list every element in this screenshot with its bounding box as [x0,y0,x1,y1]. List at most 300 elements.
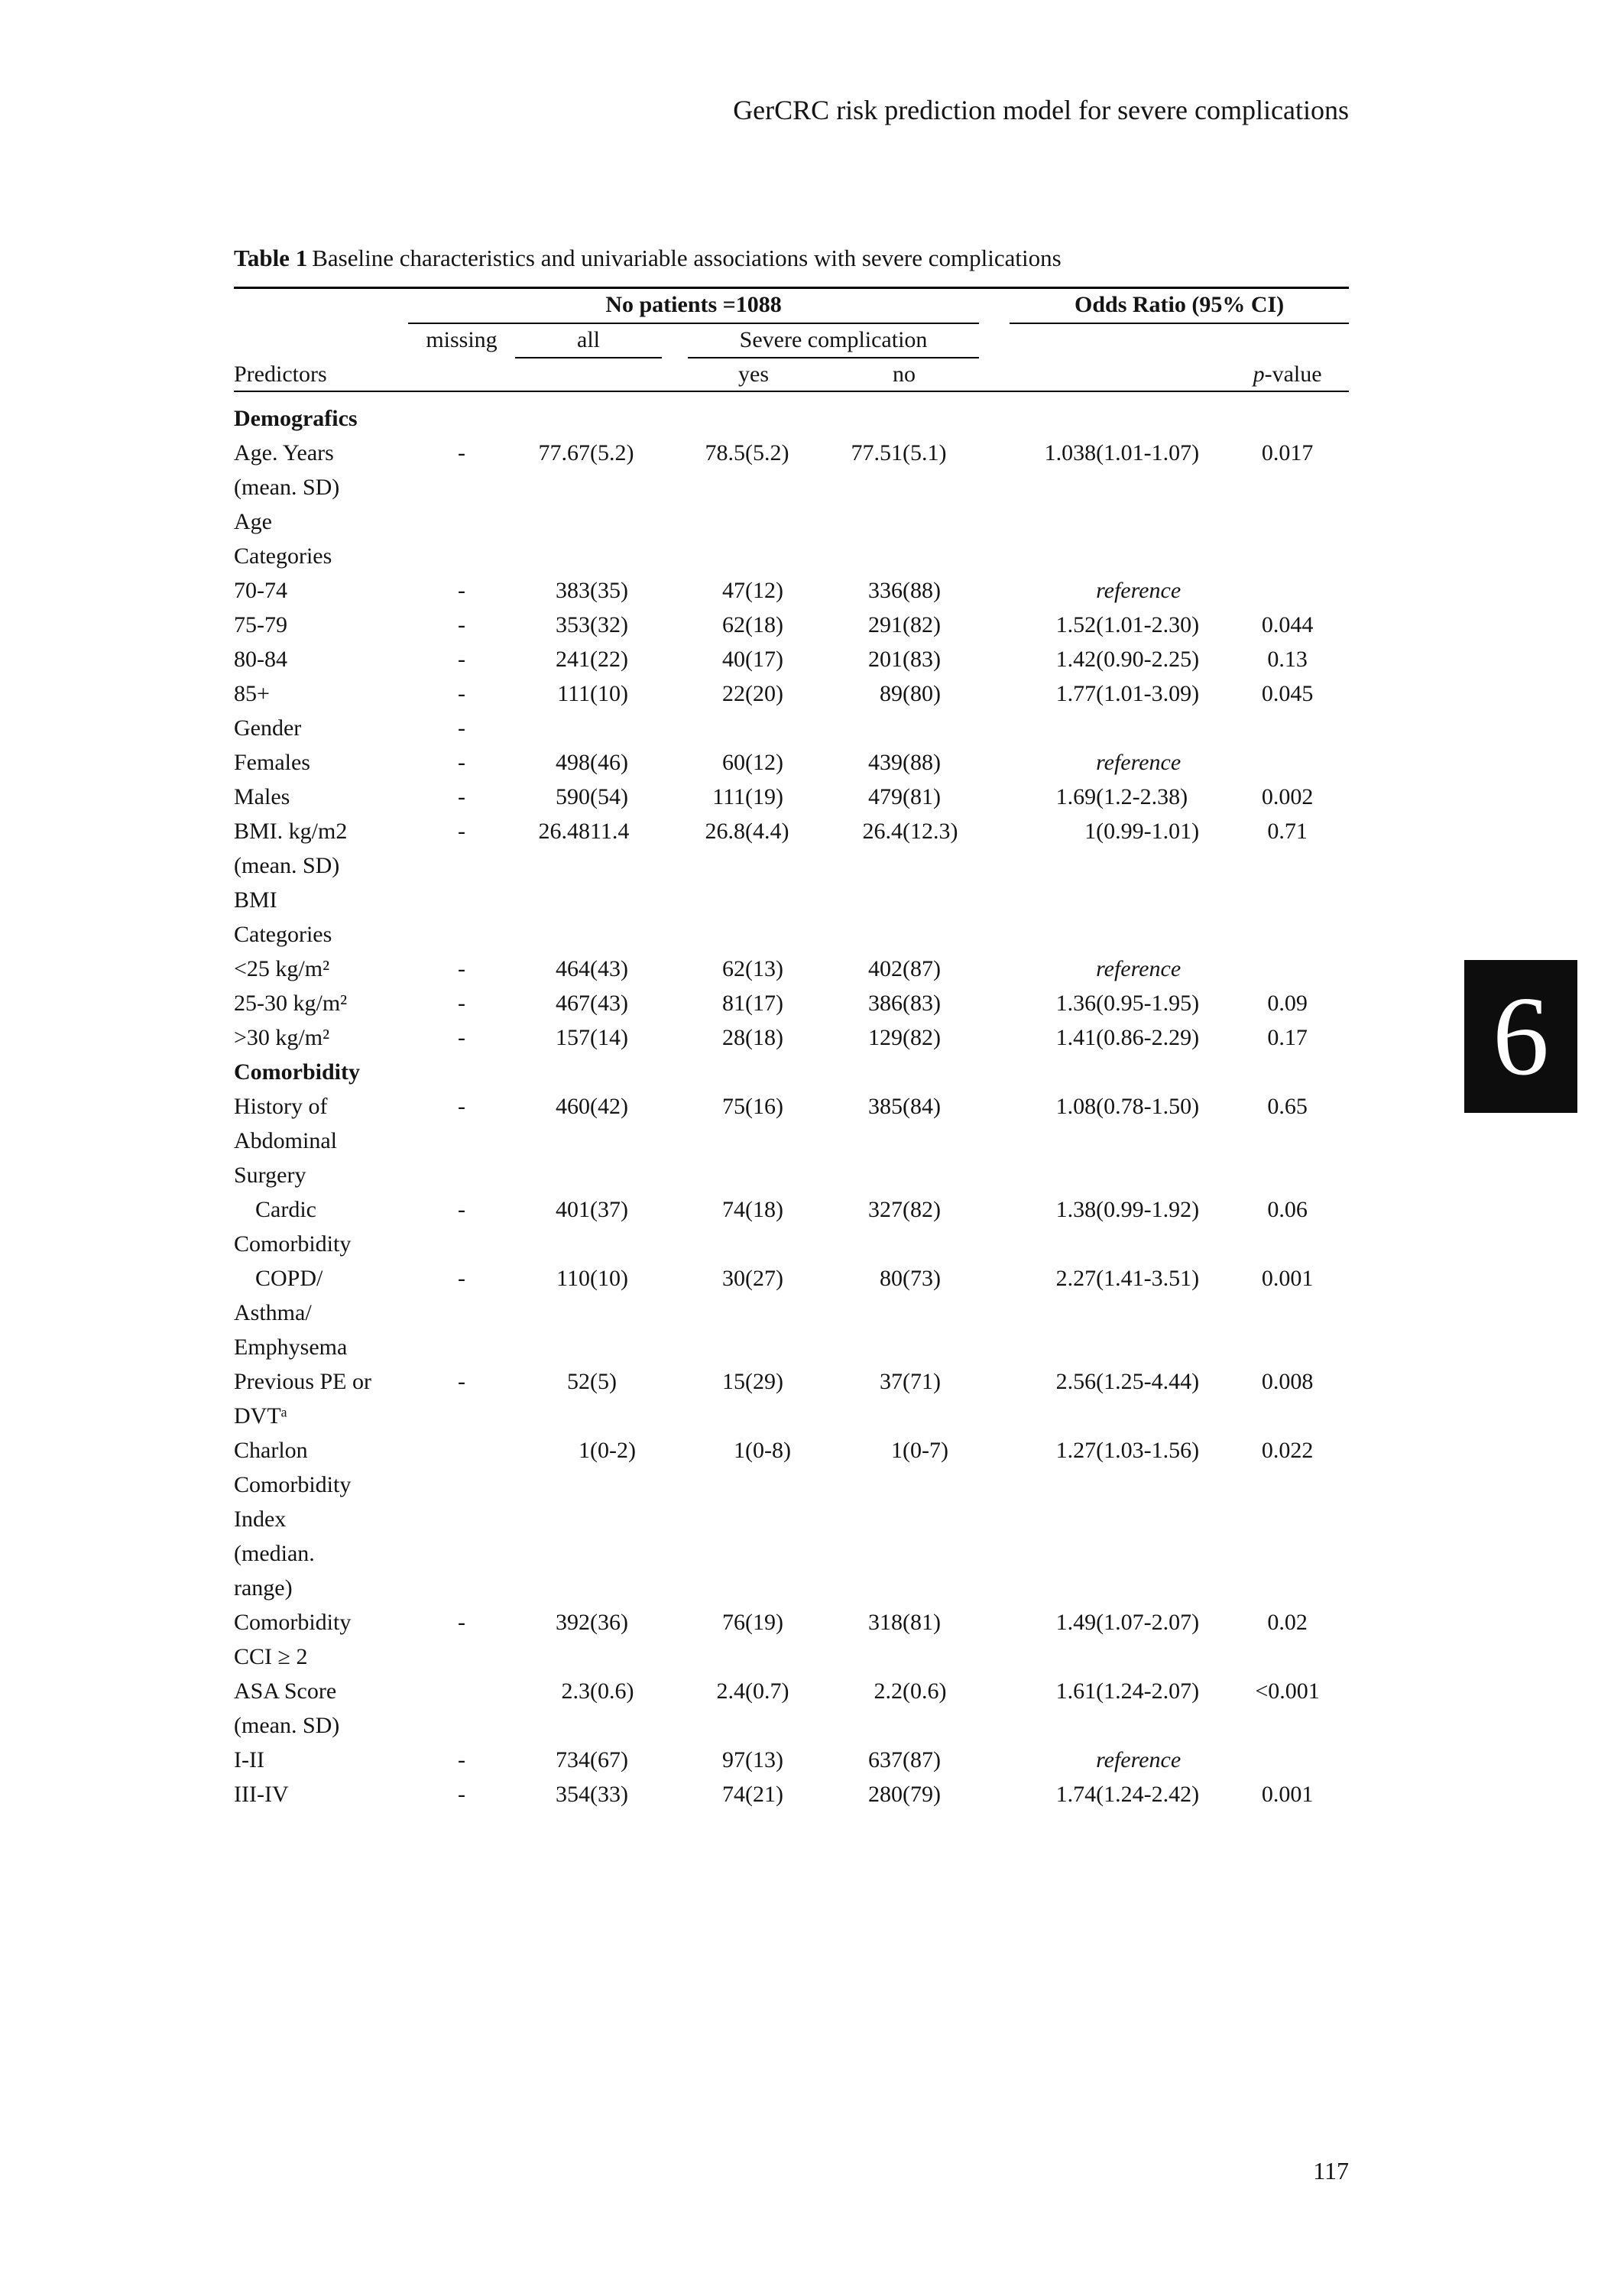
yes-percent-cell: (12) [745,578,783,603]
table-row [234,883,1349,952]
p-value-cell: 0.008 [1261,1369,1314,1394]
predictor-cell [234,952,408,986]
all-percent-cell: (46) [590,750,628,775]
confidence-interval-cell: (1.41-3.51) [1096,1266,1200,1291]
header-group-row [234,288,1349,325]
odds-ratio-cell: 1.42 [1055,647,1097,672]
p-value-cell: 0.17 [1267,1025,1308,1050]
yes-percent-cell [745,391,829,436]
yes-count-cell: 81 [722,991,745,1016]
predictor-cell [234,1674,408,1743]
odds-ratio-cell: 1 [1084,819,1097,844]
yes-count-cell: 22 [722,681,745,706]
predictor-line: Demografics [234,406,358,431]
predictor-line: Comorbidity [234,1472,352,1497]
p-value-cell: 0.001 [1261,1266,1314,1291]
missing-cell: - [458,750,465,775]
yes-count-cell: 28 [722,1025,745,1050]
predictor-cell [234,1020,408,1055]
predictor-line: III-IV [234,1782,289,1807]
all-count-cell: 498 [556,750,590,775]
predictor-cell [234,1743,408,1777]
yes-count-cell: 60 [722,750,745,775]
no-percent-cell: (88) [903,578,941,603]
confidence-interval-cell: (1.01-2.30) [1096,612,1200,637]
predictor-line: 25-30 kg/m² [234,991,348,1016]
all-count-cell [515,504,590,573]
p-value-cell [1226,952,1349,986]
table-row [234,1020,1349,1055]
no-percent-cell: (83) [903,647,941,672]
predictor-line: Gender [234,715,302,741]
yes-percent-cell: (27) [745,1266,783,1291]
all-count-cell: 26.48 [538,819,590,844]
predictor-cell [234,814,408,883]
yes-count-cell: 97 [722,1747,745,1772]
no-percent-cell: (12.3) [903,819,958,844]
yes-count-cell [678,883,745,952]
confidence-interval-cell [1096,504,1226,573]
predictor-line: ASA Score [234,1678,337,1704]
table-caption-label: Table 1 [234,245,308,271]
odds-ratio-cell: 1.36 [1055,991,1097,1016]
all-count-cell [515,1055,590,1089]
missing-cell: - [458,1025,465,1050]
missing-cell: - [458,956,465,981]
no-percent-cell: (0.6) [903,1678,947,1704]
odds-ratio-cell: 2.27 [1055,1266,1097,1291]
all-count-cell: 392 [556,1610,590,1635]
no-percent-cell: (84) [903,1094,941,1119]
p-value-cell: 0.044 [1261,612,1314,637]
odds-ratio-cell [979,1055,1096,1089]
confidence-interval-cell: (1.03-1.56) [1096,1438,1200,1463]
table-row [234,711,1349,745]
odds-ratio-cell: 1.69 [1055,784,1097,809]
predictor-line: Age. Years [234,440,334,465]
predictor-cell [234,573,408,608]
all-count-cell: 467 [556,991,590,1016]
p-value-cell: 0.002 [1261,784,1314,809]
no-percent-cell: (5.1) [903,440,947,465]
yes-percent-cell: (29) [745,1369,783,1394]
no-percent-cell: (81) [903,1610,941,1635]
no-percent-cell: (88) [903,750,941,775]
predictor-line: Surgery [234,1163,306,1188]
yes-percent-cell: (19) [745,784,783,809]
odds-ratio-cell [979,952,1096,986]
confidence-interval-cell [1096,391,1226,436]
missing-cell [408,504,515,573]
odds-ratio-cell: 1.74 [1055,1782,1097,1807]
yes-percent-cell: (18) [745,612,783,637]
baseline-characteristics-table [234,287,1349,1811]
odds-ratio-cell: 1.27 [1055,1438,1097,1463]
all-percent-cell: (37) [590,1197,628,1222]
odds-ratio-cell: 1.77 [1055,681,1097,706]
predictor-line: Comorbidity [234,1610,352,1635]
no-percent-cell [903,711,979,745]
yes-percent-cell: (16) [745,1094,783,1119]
yes-count-cell: 78.5 [705,440,745,465]
all-percent-cell [590,504,678,573]
all-percent-cell: 11.4 [590,819,630,844]
p-value-cell [1226,391,1349,436]
col-missing: missing [426,327,498,352]
all-percent-cell: (10) [590,1266,628,1291]
no-count-cell: 439 [868,750,903,775]
table-row [234,1777,1349,1811]
predictor-line: (median. [234,1541,315,1566]
chapter-tab [1464,960,1577,1113]
all-count-cell: 383 [556,578,590,603]
yes-count-cell: 30 [722,1266,745,1291]
predictor-cell [234,780,408,814]
predictor-line: BMI [234,887,277,913]
no-percent-cell: (81) [903,784,941,809]
all-count-cell: 52 [567,1369,590,1394]
predictor-line: Females [234,750,310,775]
odds-ratio-cell [979,711,1096,745]
predictor-line: Asthma/ [234,1300,312,1325]
p-rest: -value [1264,362,1322,387]
p-value-cell: <0.001 [1255,1678,1320,1704]
confidence-interval-cell: (0.86-2.29) [1096,1025,1200,1050]
yes-count-cell: 47 [722,578,745,603]
missing-cell: - [458,578,465,603]
odds-ratio-cell: 1.49 [1055,1610,1097,1635]
header-spacer [234,288,408,325]
missing-cell: - [458,819,465,844]
all-percent-cell: (14) [590,1025,628,1050]
table-row [234,780,1349,814]
predictor-line: Index [234,1507,287,1532]
confidence-interval-cell: reference [1096,578,1182,603]
predictor-cell [234,1364,408,1433]
odds-ratio-cell: 1.38 [1055,1197,1097,1222]
predictor-line: Emphysema [234,1335,348,1360]
yes-count-cell: 15 [722,1369,745,1394]
no-count-cell [829,883,903,952]
yes-count-cell: 62 [722,612,745,637]
missing-cell [408,1433,515,1605]
predictor-line: Cardic [255,1197,316,1222]
yes-count-cell [678,391,745,436]
all-count-cell: 460 [556,1094,590,1119]
predictor-line: I-II [234,1747,264,1772]
no-count-cell: 479 [868,784,903,809]
confidence-interval-cell [1096,711,1226,745]
yes-percent-cell: (5.2) [745,440,789,465]
yes-percent-cell: (21) [745,1782,783,1807]
col-yes: yes [678,358,829,391]
predictor-line: 85+ [234,681,270,706]
p-value-cell [1226,504,1349,573]
table-row [234,986,1349,1020]
yes-percent-cell: (4.4) [745,819,789,844]
table-row [234,1605,1349,1674]
predictor-line: Previous PE or [234,1369,371,1394]
yes-count-cell: 62 [722,956,745,981]
missing-cell: - [458,1782,465,1807]
all-count-cell: 590 [556,784,590,809]
missing-cell: - [458,681,465,706]
table-row [234,1433,1349,1605]
no-count-cell: 77.51 [851,440,903,465]
all-count-cell [515,711,590,745]
missing-cell [408,1674,515,1743]
all-percent-cell: (43) [590,956,628,981]
predictor-line: 70-74 [234,578,287,603]
predictor-line: Comorbidity [234,1059,360,1085]
p-value-cell [1226,745,1349,780]
table-row [234,814,1349,883]
no-count-cell: 291 [868,612,903,637]
confidence-interval-cell: (1.01-3.09) [1096,681,1200,706]
p-italic: p [1253,362,1265,387]
odds-ratio-cell: 2.56 [1055,1369,1097,1394]
odds-ratio-cell: 1.41 [1055,1025,1097,1050]
all-count-cell: 2.3 [561,1678,590,1704]
predictor-line: Age [234,509,272,534]
yes-percent-cell [745,504,829,573]
predictor-cell [234,1192,408,1261]
p-value-cell: 0.02 [1267,1610,1308,1635]
odds-ratio-cell [979,1743,1096,1777]
yes-percent-cell: (17) [745,647,783,672]
all-percent-cell: (42) [590,1094,628,1119]
confidence-interval-cell: (1.24-2.07) [1096,1678,1200,1704]
missing-cell: - [458,784,465,809]
yes-percent-cell: (18) [745,1025,783,1050]
all-percent-cell: (35) [590,578,628,603]
confidence-interval-cell: (1.25-4.44) [1096,1369,1200,1394]
predictor-cell [234,1433,408,1605]
no-count-cell: 89 [880,681,903,706]
confidence-interval-cell [1096,883,1226,952]
no-count-cell: 129 [868,1025,903,1050]
all-count-cell [515,391,590,436]
all-percent-cell: (10) [590,681,628,706]
all-percent-cell: (32) [590,612,628,637]
all-percent-cell [590,883,678,952]
all-count-cell: 110 [556,1266,590,1291]
no-count-cell [829,1055,903,1089]
confidence-interval-cell: reference [1096,1747,1182,1772]
confidence-interval-cell: reference [1096,956,1182,981]
col-no: no [829,358,979,391]
yes-count-cell: 74 [722,1197,745,1222]
p-value-cell [1226,1743,1349,1777]
no-percent-cell: (87) [903,1747,941,1772]
yes-count-cell: 26.8 [705,819,745,844]
table-body [234,391,1349,1811]
all-percent-cell [590,391,678,436]
table-row [234,436,1349,504]
p-value-cell: 0.09 [1267,991,1308,1016]
table-row [234,504,1349,573]
no-count-cell: 336 [868,578,903,603]
odds-ratio-cell: 1.08 [1055,1094,1097,1119]
no-count-cell: 201 [868,647,903,672]
col-group-no-patients: No patients =1088 [408,289,979,324]
no-count-cell: 37 [880,1369,903,1394]
p-value-cell: 0.045 [1261,681,1314,706]
missing-cell: - [458,1747,465,1772]
predictor-cell [234,676,408,711]
predictor-line: >30 kg/m² [234,1025,330,1050]
no-percent-cell: (80) [903,681,941,706]
no-count-cell [829,391,903,436]
yes-percent-cell: (12) [745,750,783,775]
predictor-line: BMI. kg/m2 [234,819,348,844]
no-count-cell: 80 [880,1266,903,1291]
table-row [234,608,1349,642]
no-percent-cell [903,1055,979,1089]
predictor-line: Categories [234,543,332,569]
yes-count-cell: 40 [722,647,745,672]
predictor-line: (mean. SD) [234,475,340,500]
predictor-line: History of [234,1094,328,1119]
all-percent-cell: (0.6) [590,1678,634,1704]
predictor-cell [234,391,408,436]
table-row [234,391,1349,436]
all-count-cell: 464 [556,956,590,981]
no-count-cell: 637 [868,1747,903,1772]
all-percent-cell: (36) [590,1610,628,1635]
all-percent-cell: (33) [590,1782,628,1807]
predictor-line: (mean. SD) [234,1713,340,1738]
p-value-cell: 0.017 [1261,440,1314,465]
missing-cell [408,391,515,436]
chapter-number: 6 [1493,974,1549,1099]
yes-count-cell [678,711,745,745]
all-percent-cell: (5) [590,1369,617,1394]
yes-count-cell: 75 [722,1094,745,1119]
running-head: GerCRC risk prediction model for severe complications [733,95,1349,125]
no-count-cell: 280 [868,1782,903,1807]
missing-cell: - [458,1610,465,1635]
missing-cell: - [458,1266,465,1291]
all-percent-cell: (67) [590,1747,628,1772]
no-percent-cell: (82) [903,1025,941,1050]
all-count-cell: 111 [557,681,590,706]
yes-percent-cell: (18) [745,1197,783,1222]
predictor-line: CCI ≥ 2 [234,1644,308,1669]
no-percent-cell: (87) [903,956,941,981]
no-count-cell: 386 [868,991,903,1016]
confidence-interval-cell: reference [1096,750,1182,775]
predictor-cell [234,1055,408,1089]
header-subgroup-row [234,324,1349,358]
all-percent-cell: (54) [590,784,628,809]
no-percent-cell: (79) [903,1782,941,1807]
all-percent-cell [590,1055,678,1089]
all-count-cell: 401 [556,1197,590,1222]
yes-count-cell: 111 [712,784,745,809]
no-percent-cell [903,883,979,952]
p-value-cell [1226,711,1349,745]
confidence-interval-cell: (1.01-1.07) [1096,440,1200,465]
table-row [234,745,1349,780]
missing-cell: - [458,1094,465,1119]
predictor-line: COPD/ [255,1266,323,1291]
confidence-interval-cell: (1.2-2.38) [1096,784,1188,809]
no-percent-cell: (82) [903,612,941,637]
predictor-cell [234,745,408,780]
table-row [234,573,1349,608]
predictor-line: (mean. SD) [234,853,340,878]
no-count-cell: 385 [868,1094,903,1119]
p-value-cell: 0.001 [1261,1782,1314,1807]
predictor-cell [234,1605,408,1674]
no-count-cell: 26.4 [862,819,903,844]
predictor-line: Comorbidity [234,1231,352,1257]
no-count-cell [829,711,903,745]
predictor-cell [234,711,408,745]
p-value-cell: 0.022 [1261,1438,1314,1463]
odds-ratio-cell: 1.61 [1055,1678,1097,1704]
p-value-cell: 0.65 [1267,1094,1308,1119]
missing-cell: - [458,440,465,465]
missing-cell [408,1055,515,1089]
missing-cell: - [458,1197,465,1222]
predictor-line: Categories [234,922,332,947]
odds-ratio-cell [979,745,1096,780]
confidence-interval-cell: (0.99-1.92) [1096,1197,1200,1222]
confidence-interval-cell: (0.90-2.25) [1096,647,1200,672]
table-row [234,1743,1349,1777]
yes-count-cell [678,1055,745,1089]
missing-cell [408,883,515,952]
predictor-cell [234,608,408,642]
all-count-cell: 354 [556,1782,590,1807]
p-value-cell [1226,883,1349,952]
predictor-cell [234,436,408,504]
table-caption [234,243,1349,274]
col-severe-complication: Severe complication [688,324,979,358]
predictor-line: Males [234,784,290,809]
all-count-cell: 353 [556,612,590,637]
col-p-value [1226,358,1349,391]
yes-count-cell [678,504,745,573]
yes-count-cell: 1 [734,1438,745,1463]
yes-percent-cell: (0.7) [745,1678,789,1704]
predictor-line: 80-84 [234,647,287,672]
table-row [234,1055,1349,1089]
p-value-cell: 0.13 [1267,647,1308,672]
odds-ratio-cell [979,573,1096,608]
table-row [234,952,1349,986]
confidence-interval-cell: (1.24-2.42) [1096,1782,1200,1807]
all-percent-cell [590,711,678,745]
missing-cell: - [458,647,465,672]
p-value-cell [1226,573,1349,608]
yes-percent-cell: (0-8) [745,1438,791,1463]
table-row [234,1364,1349,1433]
all-percent-cell: (43) [590,991,628,1016]
col-all: all [515,324,662,358]
no-count-cell: 402 [868,956,903,981]
predictor-line: range) [234,1575,293,1601]
no-count-cell: 1 [891,1438,903,1463]
predictor-cell [234,883,408,952]
all-count-cell: 734 [556,1747,590,1772]
yes-percent-cell: (13) [745,956,783,981]
all-count-cell: 77.67 [538,440,590,465]
table-row [234,1674,1349,1743]
col-predictors: Predictors [234,358,408,391]
